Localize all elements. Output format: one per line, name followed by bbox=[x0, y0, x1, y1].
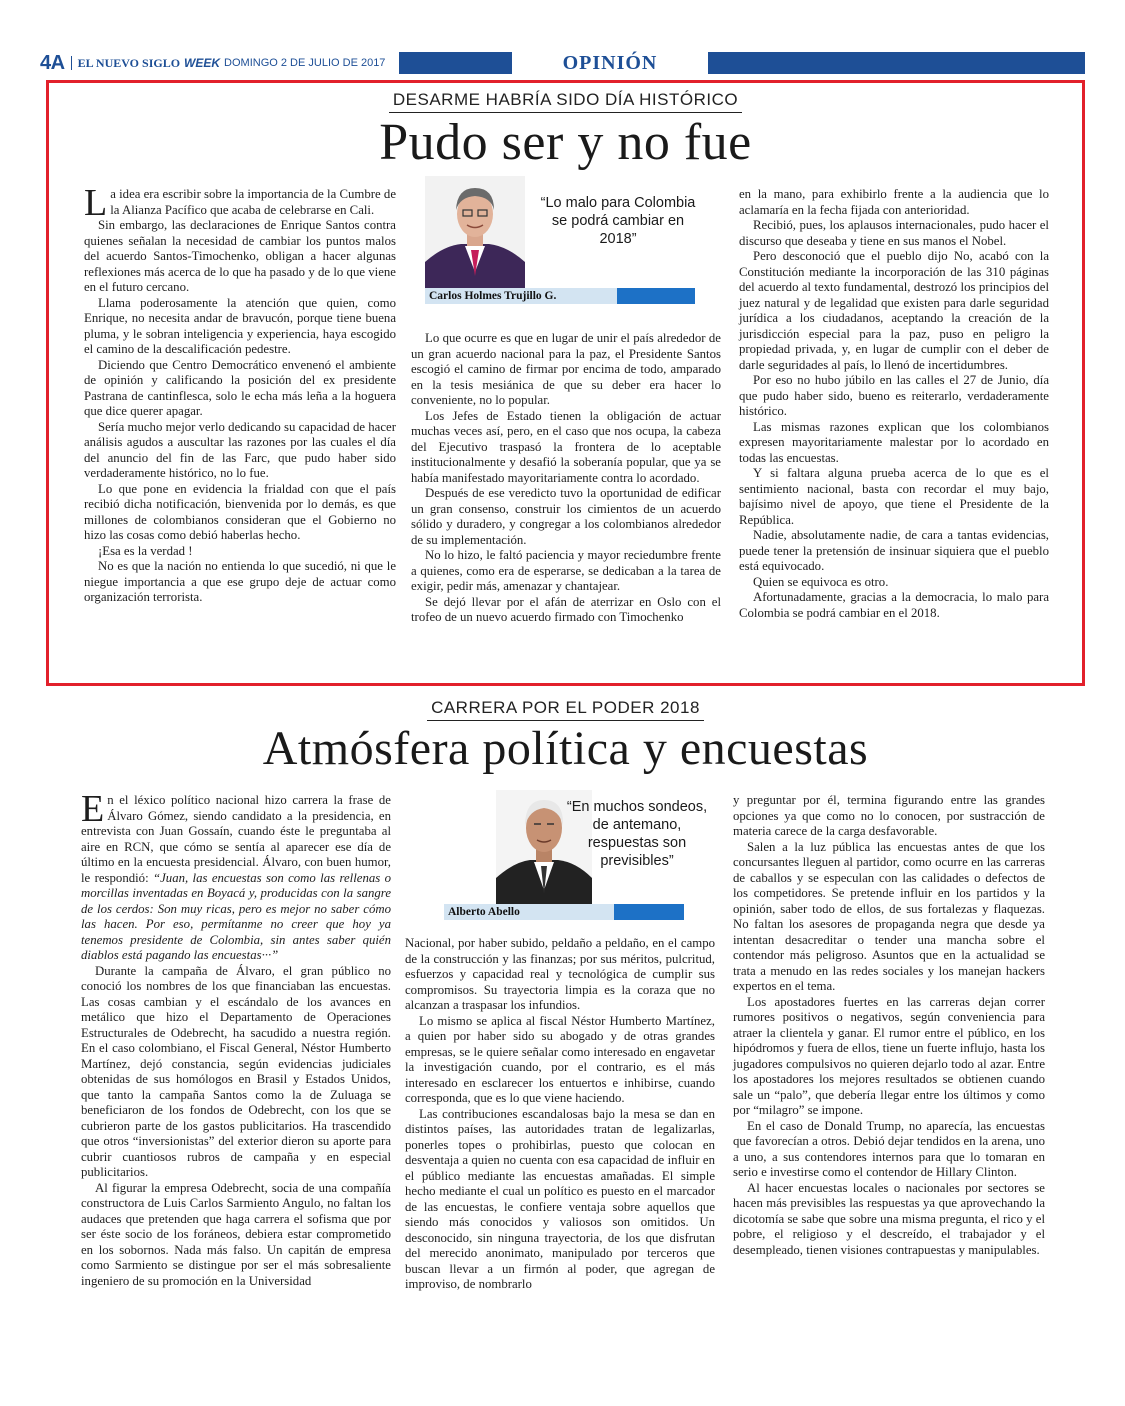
pull-quote: “Lo malo para Colombia se podrá cambiar en 2018” bbox=[540, 195, 696, 247]
article-headline: Pudo ser y no fue bbox=[379, 114, 752, 171]
paragraph: Lo que pone en evidencia la frialdad con que el país recibió dicha notificación, bienvenida por lo demás, es que millones de colombianos consideran que el Gobierno no hizo las cosas como debió haberlas hecho. bbox=[84, 481, 396, 542]
paragraph: Se dejó llevar por el afán de aterrizar en Oslo con el trofeo de un nuevo acuerdo firmado con Timochenko bbox=[411, 594, 721, 624]
page-header bbox=[40, 52, 1085, 78]
paragraph: Las mismas razones explican que los colombianos expresen mayoritariamente malestar por lo acordado en todas las encuestas. bbox=[739, 419, 1049, 465]
header-divider bbox=[71, 56, 72, 70]
article-kicker: CARRERA POR EL PODER 2018 bbox=[427, 698, 704, 721]
paragraph: en la mano, para exhibirlo frente a la audiencia que lo aclamaría en la fecha fijada con anterioridad. bbox=[739, 187, 1049, 217]
page-number: 4A bbox=[40, 51, 65, 74]
article-pudo-ser[interactable] bbox=[46, 80, 1085, 686]
paragraph: Salen a la luz pública las encuestas antes de que los concursantes lleguen al partidor, como ocurre en las carreras de caballos y se especulan con las calidades o defectos de los competidores. Se pretende influir en los partidos y la opinión, saber todo de ellos, de sus fortalezas y flaquezas. No faltan los asesores de propaganda negra que desde ya intentan desacreditar o tender una mancha sobre el contendor más peligroso. Asuntos que en la actualidad se trata a menudo en las redes sociales y los manejan hackers expertos en el tema. bbox=[733, 839, 1045, 993]
paragraph: Los apostadores fuertes en las carreras dejan correr rumores positivos o negativos, según conveniencia para atraer la clientela y ganar. El rumor entre el público, en los hipódromos y fuera de ellos, tiene un fuerte influjo, hasta los jugadores compulsivos no quieren dejarlo todo al azar. Entre los apostadores los mejores resultados se obtienen cuando sale un “palo”, que debería llegar entre los últimos y como por “milagro” se impone. bbox=[733, 994, 1045, 1117]
author-name-bar bbox=[425, 288, 695, 304]
paragraph: y preguntar por él, termina figurando entre las grandes opciones ya que como no lo conocen, por sustracción de materia carece de la carga desfavorable. bbox=[733, 793, 1045, 838]
paragraph-lead: En el léxico político nacional hizo carrera la frase de Álvaro Gómez, siendo candidato a la presidencia, en entrevista con Juan Gossaín, cuando éste le preguntaba al aire en RCN, que cómo se sentía al aparecer ese día de último en la encuesta presidencial. Álvaro, con buen humor, le respondió: bbox=[81, 788, 391, 885]
author-name: Alberto Abello bbox=[448, 906, 520, 918]
paragraph: Al figurar la empresa Odebrecht, socia de una compañía constructora de Luis Carlos Sarmiento Angulo, no faltan los audaces que pretenden que haga carrera el sofisma que por ser éste socio de los foráneos, debiera estar comprometido en los sobornos. Nada más falso. Un capitán de empresa como Sarmiento se distingue por ser el más sobresaliente ingeniero de su promoción en la Universidad bbox=[81, 1180, 391, 1288]
paragraph: Al hacer encuestas locales o nacionales por sectores se hacen más previsibles las respuestas ya que aprovechando la dicotomía se sabe que sobre una misma pregunta, el rico y el pobre, el religioso y el descreído, el trabajador y el desempleado, tienen visiones contrapuestas y manipulables. bbox=[733, 1180, 1045, 1257]
paragraph: Recibió, pues, los aplausos internacionales, pudo hacer el discurso que deseaba y tiene en sus manos el Nobel. bbox=[739, 218, 1049, 248]
article-column-3 bbox=[739, 187, 1049, 621]
paragraph: Llama poderosamente la atención que quien, como Enrique, no necesita andar de bravucón, porque tiene buena pluma, y le sobran inteligencia y experiencia, haya escogido el camino de la descalificación pedestre. bbox=[84, 295, 396, 356]
header-masthead bbox=[40, 52, 399, 74]
name-bar-accent bbox=[614, 904, 684, 920]
paragraph: Nadie, absolutamente nadie, de cara a tantas evidencias, puede tener la pretensión de insinuar siquiera que el pueblo está equivocado. bbox=[739, 528, 1049, 573]
paragraph: Después de ese veredicto tuvo la oportunidad de edificar un gran consenso, construir los cimientos de un acuerdo sólido y duradero, y congregar a los colombianos alrededor de su implementación. bbox=[411, 486, 721, 547]
paragraph: Las contribuciones escandalosas bajo la mesa se dan en distintos países, las autoridades tratan de legalizarlas, ponerles topes o prohibirlas, puesto que colocan en desventaja a quien no cuenta con esa capacidad de influir en el público mediante las encuestas amañadas. El simple hecho mediante el cual un político es puesto en el marcador de las encuestas, le confiere ventaja sobre aquellos que siendo más conocidos y valiosos son omitidos. Un desconocido, sin ninguna trayectoria, de los que disfrutan del merecido anonimato, manipulado por terceros que buscan llevar a un firmón al poder, que agregan de improviso, de nombrarlo bbox=[405, 1106, 715, 1291]
paragraph bbox=[81, 788, 391, 964]
paragraph: La idea era escribir sobre la importancia de la Cumbre de la Alianza Pacífico que acaba de celebrarse en Cali. bbox=[84, 182, 396, 224]
paragraph: Los Jefes de Estado tienen la obligación de actuar muchas veces así, pero, en el caso que nos ocupa, la cabeza del Ejecutivo traspasó la frontera de lo aceptable institucionalmente y desafió la soberanía popular, que ya se había manifestado mayoritariamente contra lo acordado. bbox=[411, 408, 721, 485]
paragraph: Por eso no hubo júbilo en las calles el 27 de Junio, día que pudo haber sido, bueno es reiterarlo, verdaderamente histórico. bbox=[739, 373, 1049, 418]
issue-date: DOMINGO 2 DE JULIO DE 2017 bbox=[224, 57, 386, 69]
article-column-1 bbox=[84, 182, 396, 606]
article-atmosfera-politica[interactable] bbox=[46, 692, 1085, 1392]
article-column-2 bbox=[405, 936, 715, 1293]
author-box bbox=[425, 176, 695, 304]
paragraph: ¡Esa es la verdad ! bbox=[98, 543, 193, 558]
paragraph: Sería mucho mejor verlo dedicando su capacidad de hacer análisis agudos a auscultar las razones por las cuales el día del anuncio del fin de las Farc, que pudo haber sido verdaderamente histórico, no lo fue. bbox=[84, 419, 396, 480]
paragraph: Y si faltara alguna prueba acerca de lo que es el sentimiento nacional, basta con recordar el muy bajo, bajísimo nivel de apoyo, que tiene el Presidente de la República. bbox=[739, 466, 1049, 527]
kicker-container bbox=[46, 698, 1085, 721]
paragraph: Afortunadamente, gracias a la democracia, lo malo para Colombia se podrá cambiar en el 2018. bbox=[739, 590, 1049, 620]
author-name-bar bbox=[444, 904, 684, 920]
paragraph: En el caso de Donald Trump, no aparecía, las encuestas que favorecían a otros. Debió dejar tendidos en la arena, uno a uno, a sus contendores internos para que lo tomaran en serio e investirse como el contendor de Hillary Clinton. bbox=[733, 1118, 1045, 1179]
pull-quote: “En muchos sondeos, de antemano, respuestas son previsibles” bbox=[566, 799, 708, 869]
edition-name: WEEK bbox=[184, 56, 221, 70]
author-box bbox=[444, 790, 708, 920]
paragraph: No lo hizo, le faltó paciencia y mayor reciedumbre frente a quienes, como era de esperarse, se dedicaban a la tarea de exigir, pedir más, amenazar y chantajear. bbox=[411, 548, 721, 593]
author-name: Carlos Holmes Trujillo G. bbox=[429, 290, 557, 302]
article-headline: Atmósfera política y encuestas bbox=[262, 722, 869, 775]
paragraph: Quien se equivoca es otro. bbox=[753, 574, 889, 589]
paragraph: No es que la nación no entienda lo que sucedió, ni que le niegue importancia a que ese grupo deje de actuar como organización terrorista. bbox=[84, 559, 396, 604]
article-column-3 bbox=[733, 793, 1045, 1258]
paragraph: Lo mismo se aplica al fiscal Néstor Humberto Martínez, a quien por haber sido su abogado y de otras grandes empresas, se le quiere señalar como interesado en engavetar la investigación cuando, por el contrario, es el más interesado en esclarecer los entuertos e inhibirse, cuando corresponda, que es lo que viene haciendo. bbox=[405, 1013, 715, 1105]
article-column-1 bbox=[81, 788, 391, 1289]
quoted-text: “Juan, las encuestas son como las rellenas o morcillas inventadas en Boyacá y, producidas con la sangre de los cerdos: Son muy ricas, pero es mejor no saber cómo las hacen. Por eso, permítanme no creer que hoy ya tenemos presidente de Colombia, sin antes saber quién diablos está pagando las encuestas···” bbox=[81, 870, 391, 962]
publication-name: EL NUEVO SIGLO bbox=[77, 55, 181, 70]
article-column-2 bbox=[411, 331, 721, 626]
article-kicker: DESARME HABRÍA SIDO DÍA HISTÓRICO bbox=[389, 90, 742, 113]
paragraph: Pero desconoció que el pueblo dijo No, acabó con la Constitución mediante la incorporación de las 310 páginas del acuerdo al texto fundamental, destrozó los principios del juez natural y de legalidad que existen para darle seguridad jurídica a los ciudadanos, aceptando la creación de la jurisdicción especial para la paz, puso en peligro la propiedad privada, y, en lugar de cumplir con el deber de darle seguridades al país, lo llenó de incertidumbres. bbox=[739, 249, 1049, 372]
author-photo bbox=[425, 176, 525, 290]
paragraph: Durante la campaña de Álvaro, el gran público no conoció los nombres de los que financiaban las encuestas. Las cosas cambian y el escándalo de los avances en metálico que hizo el Departamento de Operaciones Estructurales de Odebrecht, ha sacudido a nuestra región. En el caso colombiano, el Fiscal General, Néstor Humberto Martínez, dejó constancia, según evidencias judiciales obtenidas de sus homólogos en Brasil y Estados Unidos, que tanto la campaña Santos como la de Zuluaga se beneficiaron de los fondos de Odebrecht, con los que se cubrieron parte de los gastos publicitarios. Ha trascendido que otros “inversionistas” del exterior dieron su aporte para cubrir cuantiosos rubros de campaña y en especial publicitarios. bbox=[81, 963, 391, 1179]
kicker-container bbox=[49, 90, 1082, 113]
section-title: OPINIÓN bbox=[512, 50, 708, 76]
paragraph: Lo que ocurre es que en lugar de unir el país alrededor de un gran acuerdo nacional para la paz, el Presidente Santos escogió el camino de firmar por encima de todo, amparado en la tesis mesiánica de que su deber era hacer lo conveniente, no lo popular. bbox=[411, 331, 721, 407]
paragraph: Diciendo que Centro Democrático envenenó el ambiente de opinión y calificando la posición del ex presidente Pastrana de cantinflesca, solo le echa más leña a la hoguera que dice querer apagar. bbox=[84, 357, 396, 418]
paragraph: Nacional, por haber subido, peldaño a peldaño, en el campo de la construcción y las finanzas; por sus méritos, pulcritud, esfuerzos y capacidad real y tecnológica de cumplir sus compromisos. Su trayectoria limpia es la coraza que no alcanzan a traspasar los infundios. bbox=[405, 936, 715, 1012]
name-bar-accent bbox=[617, 288, 695, 304]
paragraph: Sin embargo, las declaraciones de Enrique Santos contra quienes señalan la necesidad de cambiar los puntos malos del acuerdo Santos-Timochenko, obligan a hacer algunas reflexiones más acerca de lo que ha pasado y de lo que viene en el futuro cercano. bbox=[84, 218, 396, 294]
